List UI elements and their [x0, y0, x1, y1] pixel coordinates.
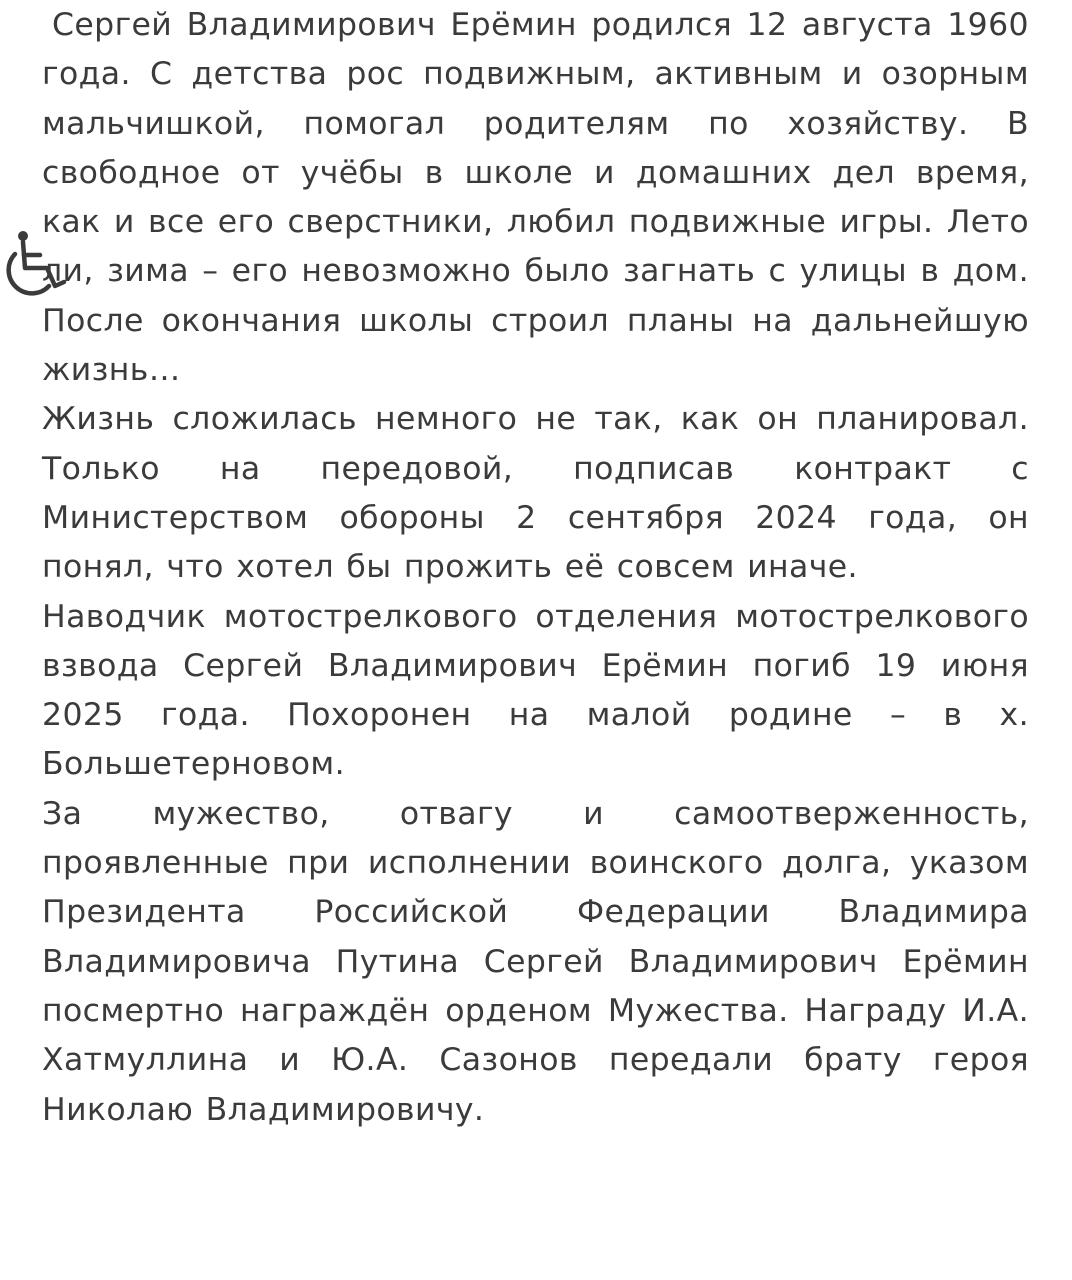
article-paragraph: Наводчик мотострелкового отделения мотострелкового взвода Сергей Владимирович Ерёмин погиб 19 июня 2025 года. Похоронен на малой родине – в х. Большетерновом. [42, 598, 1029, 783]
article-paragraph: Сергей Владимирович Ерёмин родился 12 августа 1960 года. С детства рос подвижным, активным и озорным мальчишкой, помогал родителям по хозяйству. В свободное от учёбы в школе и домашних дел время, как и все его сверстники, любил подвижные игры. Лето ли, зима – его невозможно было загнать с улицы в дом. После окончания школы строил планы на дальнейшую жизнь… [42, 7, 1029, 389]
accessibility-button[interactable] [0, 228, 68, 304]
article-body [42, 1, 1029, 1135]
article-paragraph: Жизнь сложилась немного не так, как он планировал. Только на передовой, подписав контракт с Министерством обороны 2 сентября 2024 года, он понял, что хотел бы прожить её совсем иначе. [42, 401, 1029, 586]
wheelchair-icon [0, 228, 68, 304]
article-paragraph: За мужество, отвагу и самоотверженность, проявленные при исполнении воинского долга, указом Президента Российской Федерации Владимира Владимировича Путина Сергей Владимирович Ерёмин посмертно награждён орденом Мужества. Награду И.А. Хатмуллина и Ю.А. Сазонов передали брату героя Николаю Владимировичу. [42, 795, 1029, 1128]
